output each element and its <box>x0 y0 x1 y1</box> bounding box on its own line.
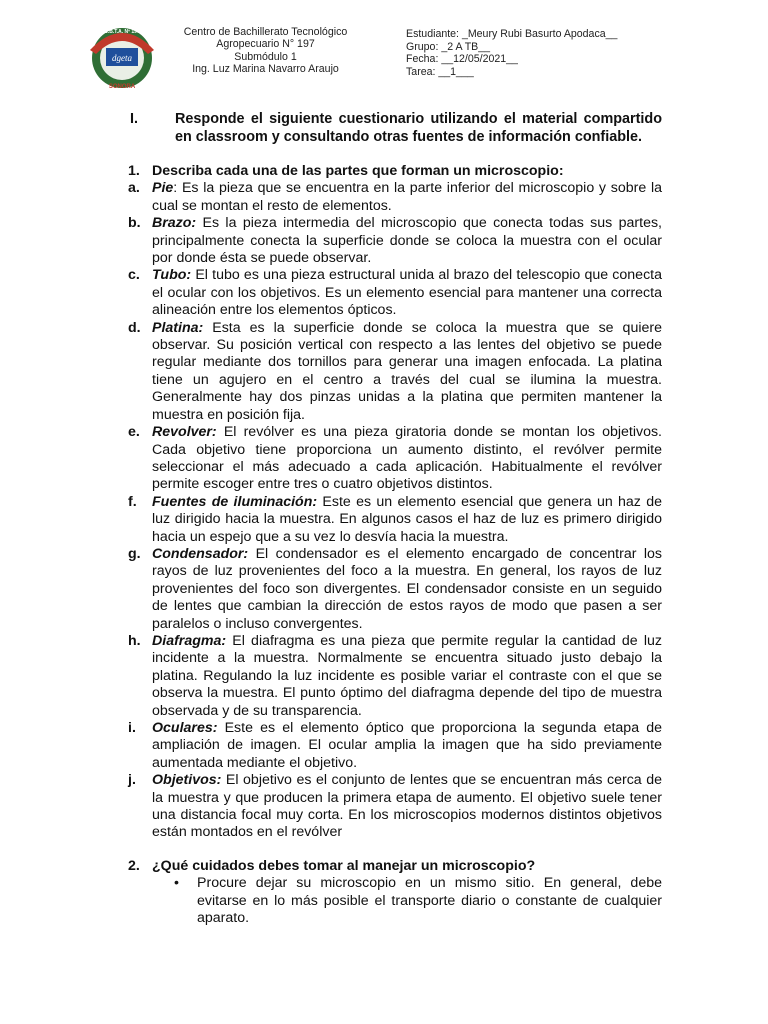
item-letter: a. <box>128 180 140 197</box>
item-text: Es la pieza que se encuentra en la parte inferior del microscopio y sobre la cual se montan el resto de elementos. <box>152 180 662 214</box>
item-term: Fuentes de iluminación: <box>152 493 318 510</box>
item-text: Esta es la superficie donde se coloca la muestra que se quiere observar. Su posición vertical con respecto a las lentes del objetivo se puede regular mediante dos tornillos para generar una imagen enfocada. La platina tiene un agujero en el centro a través del cual se ilumina la muestra. Generalmente hay dos pinzas unidas a la platina que permiten mantener la muestra en posición fija. <box>152 319 662 423</box>
logo-bottom-text: SONORA <box>108 84 136 90</box>
bullet-text: Procure dejar su microscopio en un mismo sitio. En general, debe evitarse en lo más posible el transporte diario o constante de cualquier aparato. <box>197 875 662 927</box>
school-seal-icon <box>86 22 158 94</box>
item-text: El diafragma es una pieza que permite regular la cantidad de luz incidente a la muestra. Normalmente se encuentra situado justo debajo la platina. Regulando la luz incidente es posible variar el contraste con el que se observa la muestra. El punto óptimo del diafragma depende del tipo de muestra observada y de su transparencia. <box>152 632 662 719</box>
school-line: Submódulo 1 <box>234 50 297 63</box>
item-term: Brazo: <box>152 215 197 232</box>
item-text: Este es un elemento esencial que genera un haz de luz dirigido hacia la muestra. En algunos casos el haz de luz es primero dirigido hacia un espejo que a su vez lo desvía hacia la muestra. <box>152 493 662 545</box>
bullet-dot-icon: • <box>174 875 179 892</box>
questionnaire <box>128 163 662 927</box>
list-item <box>128 215 662 267</box>
item-term: Platina: <box>152 319 204 336</box>
item-text: Este es el elemento óptico que proporciona la segunda etapa de ampliación de imagen. El ocular amplia la imagen que ha sido previamente aumentada mediante el objetivo. <box>152 720 662 771</box>
item-sep: : <box>173 180 178 197</box>
item-text: Es la pieza intermedia del microscopio que conecta todas sus partes, principalmente conecta la superficie donde se coloca la muestra con el ocular por donde ésta se puede observar. <box>152 215 662 267</box>
item-term: Condensador: <box>152 545 249 562</box>
list-item <box>128 546 662 633</box>
list-item <box>128 720 662 772</box>
item-letter: i. <box>128 720 136 736</box>
section-spacer <box>128 842 662 858</box>
item-letter: h. <box>128 632 141 649</box>
instruction-text: Responde el siguiente cuestionario utilizando el material compartido en classroom y consultando otras fuentes de información confiable. <box>175 111 662 145</box>
logo-top-text: C.B.T.A. Nº 197 <box>104 29 140 35</box>
item-letter: f. <box>128 493 137 510</box>
item-term: Tubo: <box>152 267 192 284</box>
item-letter: g. <box>128 545 141 562</box>
school-line: Centro de Bachillerato Tecnológico <box>183 26 348 38</box>
item-letter: e. <box>128 424 140 441</box>
list-item <box>128 267 662 319</box>
question-text: ¿Qué cuidados debes tomar al manejar un microscopio? <box>152 857 536 874</box>
school-line: Agropecuario N° 197 <box>216 38 315 51</box>
list-item <box>128 772 662 842</box>
item-text: El condensador es el elemento encargado de concentrar los rayos de luz provenientes del foco a la muestra. En general, los rayos de luz provenientes del foco son divergentes. El condensador consiste en un seguido de lentes que cambian la dirección de estos rayos de modo que pasen a ser paralelos o incluso convergentes. <box>152 545 662 632</box>
list-item <box>128 633 662 720</box>
question-text: Describa cada una de las partes que forman un microscopio: <box>152 163 564 179</box>
item-letter: c. <box>128 267 140 284</box>
item-term: Diafragma: <box>152 632 227 649</box>
list-item <box>128 180 662 215</box>
school-line: Ing. Luz Marina Navarro Araujo <box>192 63 339 76</box>
item-text: El revólver es una pieza giratoria donde se montan los objetivos. Cada objetivo tiene proporciona un aumento distinto, el revólver permite seleccionar el más adecuado a cada aplicación. Habitualmente el revólver permite escoger entre tres o cuatro objetivos distintos. <box>152 424 662 493</box>
question-number: 2. <box>128 857 140 874</box>
item-text: El objetivo es el conjunto de lentes que se encuentran más cerca de la muestra y que producen la primera etapa de aumento. El objetivo suele tener una distancia focal muy corta. En los microscopios modernos distintos objetivos están montados en el revólver <box>152 772 662 841</box>
student-task: Tarea: __1___ <box>406 65 474 78</box>
bullet-item <box>128 875 662 927</box>
item-text: El tubo es una pieza estructural unida al brazo del telescopio que conecta el ocular con los objetivos. Es un elemento esencial para mantener una correcta alineación entre los elementos ópticos. <box>152 267 662 319</box>
student-name: Estudiante: _Meury Rubi Basurto Apodaca__ <box>406 28 618 40</box>
school-header <box>178 26 353 76</box>
logo-mid-text: dgeta <box>112 53 132 63</box>
instruction-numeral: I. <box>130 111 138 127</box>
question-1-title <box>128 163 662 180</box>
list-item <box>128 320 662 424</box>
item-term: Objetivos: <box>152 772 222 789</box>
student-date: Fecha: __12/05/2021__ <box>406 53 518 66</box>
item-term: Revolver: <box>152 424 217 441</box>
item-letter: j. <box>128 772 136 789</box>
question-2-title <box>128 858 662 875</box>
item-letter: b. <box>128 215 141 232</box>
question-number: 1. <box>128 163 140 179</box>
item-term: Pie <box>152 180 174 197</box>
item-term: Oculares: <box>152 720 218 736</box>
list-item <box>128 494 662 546</box>
item-letter: d. <box>128 319 141 336</box>
student-info <box>406 28 686 78</box>
list-item <box>128 424 662 494</box>
student-group: Grupo: _2 A TB__ <box>406 40 491 53</box>
school-logo <box>86 22 158 94</box>
